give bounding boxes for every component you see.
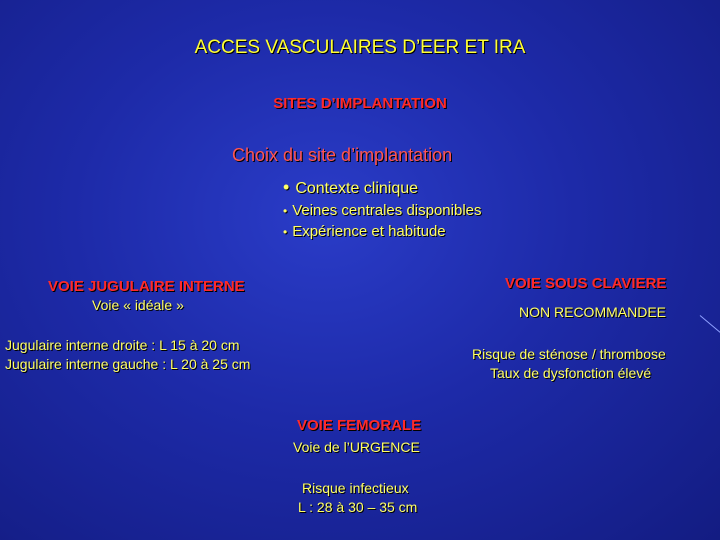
decorative-line <box>700 315 720 335</box>
bullet-experience <box>283 223 446 240</box>
femorale-risk: Risque infectieux <box>302 480 409 496</box>
bullet-dot-icon: • <box>283 204 288 218</box>
sous-claviere-heading: VOIE SOUS CLAVIERE <box>505 275 667 292</box>
femorale-length: L : 28 à 30 – 35 cm <box>298 499 418 515</box>
sous-claviere-sub: NON RECOMMANDEE <box>519 304 667 320</box>
bullet-contexte <box>283 177 418 198</box>
jugulaire-droite-detail: Jugulaire interne droite : L 15 à 20 cm <box>5 337 240 353</box>
bullet-dot-icon: • <box>283 225 288 239</box>
bullet-dot-icon: • <box>283 177 290 197</box>
sous-claviere-risk: Risque de sténose / thrombose <box>472 346 666 362</box>
choix-heading: Choix du site d’implantation <box>232 145 453 165</box>
slide-subtitle: SITES D’IMPLANTATION <box>273 95 447 112</box>
jugulaire-heading: VOIE JUGULAIRE INTERNE <box>48 278 245 295</box>
slide-title <box>0 37 720 59</box>
jugulaire-gauche-detail: Jugulaire interne gauche : L 20 à 25 cm <box>5 356 251 372</box>
femorale-sub: Voie de l’URGENCE <box>293 439 420 455</box>
sous-claviere-dysfunction: Taux de dysfonction élevé <box>490 365 652 381</box>
bullet-text: Contexte clinique <box>295 180 419 197</box>
bullet-text: Veines centrales disponibles <box>292 202 482 219</box>
jugulaire-sub: Voie « idéale » <box>92 297 184 313</box>
femorale-heading: VOIE FEMORALE <box>297 417 422 434</box>
slide-title-text: ACCES VASCULAIRES D’EER ET IRA <box>194 37 526 58</box>
bullet-veines <box>283 202 482 219</box>
bullet-text: Expérience et habitude <box>292 223 446 240</box>
